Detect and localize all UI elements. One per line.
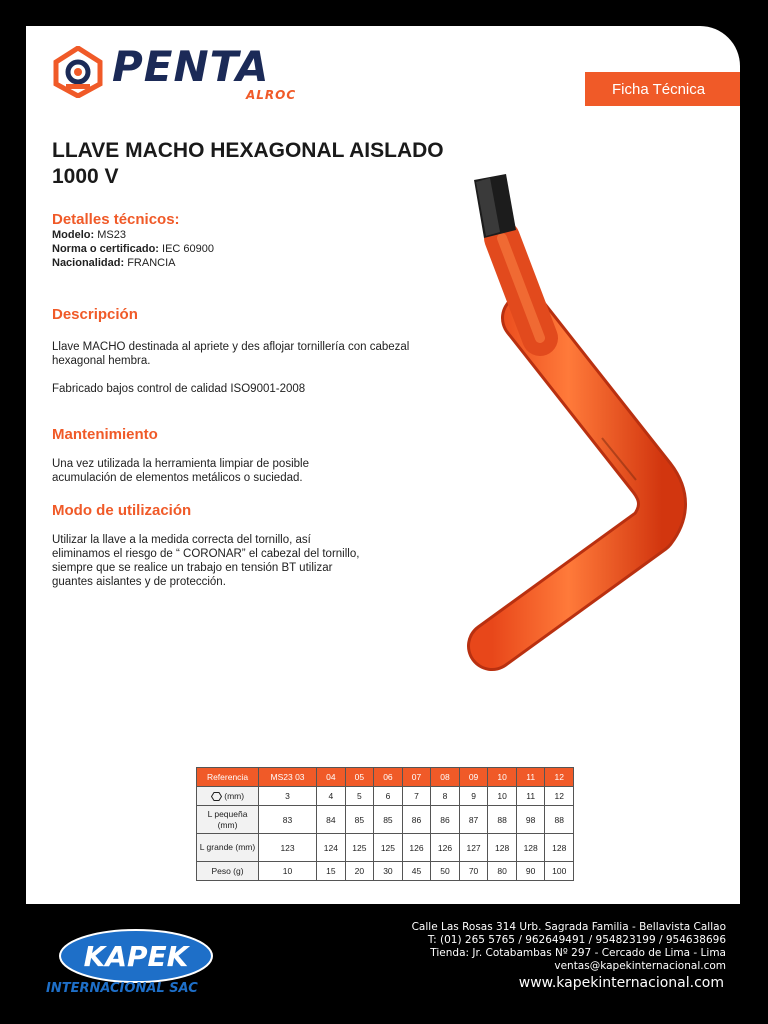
hexagon-icon [211, 792, 222, 801]
column-header: 07 [402, 768, 431, 787]
table-cell: 86 [431, 806, 460, 834]
description-text-1: Llave MACHO destinada al apriete y des aflojar tornillería con cabezal hexagonal hembra. [52, 341, 410, 367]
row-label: L pequeña (mm) [197, 806, 259, 834]
table-cell: 124 [317, 834, 346, 862]
table-cell: 85 [345, 806, 374, 834]
table-cell: 98 [516, 806, 545, 834]
column-header: Referencia [197, 768, 259, 787]
table-cell: 85 [374, 806, 403, 834]
spec-norm-value: IEC 60900 [162, 243, 215, 255]
table-cell: 88 [545, 806, 574, 834]
column-header: 04 [317, 768, 346, 787]
spec-origin-value: FRANCIA [127, 257, 176, 269]
table-cell: 87 [459, 806, 488, 834]
table-cell: 83 [259, 806, 317, 834]
table-row [197, 834, 574, 862]
table-cell: 80 [488, 862, 517, 881]
column-header: 09 [459, 768, 488, 787]
spec-norm [52, 243, 214, 255]
spec-model-label: Modelo: [52, 229, 95, 241]
sizes-table [196, 767, 574, 881]
table-cell: 90 [516, 862, 545, 881]
column-header: 05 [345, 768, 374, 787]
table-cell: 88 [488, 806, 517, 834]
table-cell: 45 [402, 862, 431, 881]
row-label-text: (mm) [224, 790, 245, 801]
column-header: 08 [431, 768, 460, 787]
table-cell: 128 [488, 834, 517, 862]
row-label: Peso (g) [197, 862, 259, 881]
brand-subtitle: ALROC [246, 88, 297, 102]
spec-model [52, 229, 126, 241]
kapek-logo-icon [44, 926, 224, 996]
table-cell: 15 [317, 862, 346, 881]
table-cell: 5 [345, 787, 374, 806]
table-header-row [197, 768, 574, 787]
ficha-tecnica-tab [585, 72, 740, 106]
footer-address: Calle Las Rosas 314 Urb. Sagrada Familia - Bellavista Callao [411, 921, 726, 933]
table-cell: 100 [545, 862, 574, 881]
table-cell: 123 [259, 834, 317, 862]
spec-norm-label: Norma o certificado: [52, 243, 159, 255]
table-cell: 128 [516, 834, 545, 862]
footer-phones: T: (01) 265 5765 / 962649491 / 954823199 / 954638696 [427, 934, 726, 946]
table-cell: 4 [317, 787, 346, 806]
table-row [197, 787, 574, 806]
title-line-2: 1000 V [52, 165, 119, 188]
spec-origin-label: Nacionalidad: [52, 257, 125, 269]
table-row [197, 862, 574, 881]
usage-text: Utilizar la llave a la medida correcta del tornillo, así eliminamos el riesgo de “ CORONAR” el cabezal del tornillo, siempre que se realice un trabajo en tensión BT utilizar guantes aislantes y de protección. [52, 534, 360, 588]
table-cell: 11 [516, 787, 545, 806]
row-label: L grande (mm) [197, 834, 259, 862]
description-text-2: Fabricado bajos control de calidad ISO9001-2008 [52, 383, 306, 395]
brand-name: PENTA [112, 42, 270, 91]
column-header: 06 [374, 768, 403, 787]
column-header: MS23 03 [259, 768, 317, 787]
usage-heading: Modo de utilización [52, 502, 192, 519]
table-cell: 30 [374, 862, 403, 881]
table-cell: 8 [431, 787, 460, 806]
table-cell: 125 [345, 834, 374, 862]
title-line-1: LLAVE MACHO HEXAGONAL AISLADO [52, 139, 444, 162]
table-row [197, 806, 574, 834]
maintenance-heading: Mantenimiento [52, 426, 158, 443]
spec-origin [52, 257, 175, 269]
kapek-brand-text: KAPEK [83, 940, 189, 973]
maintenance-text: Una vez utilizada la herramienta limpiar de posible acumulación de elementos metálicos o suciedad. [52, 458, 309, 484]
table-cell: 10 [488, 787, 517, 806]
table-cell: 10 [259, 862, 317, 881]
spec-model-value: MS23 [97, 229, 126, 241]
hex-key-product-image [440, 168, 700, 688]
ficha-tecnica-label: Ficha Técnica [612, 80, 706, 98]
table-cell: 126 [402, 834, 431, 862]
table-cell: 125 [374, 834, 403, 862]
table-cell: 126 [431, 834, 460, 862]
description-heading: Descripción [52, 306, 138, 323]
details-heading: Detalles técnicos: [52, 211, 180, 228]
table-cell: 7 [402, 787, 431, 806]
table-cell: 70 [459, 862, 488, 881]
table-cell: 86 [402, 806, 431, 834]
column-header: 10 [488, 768, 517, 787]
footer-email[interactable]: ventas@kapekinternacional.com [554, 960, 726, 972]
table-cell: 84 [317, 806, 346, 834]
row-label-hex [197, 787, 259, 806]
table-cell: 50 [431, 862, 460, 881]
footer-contact [412, 921, 726, 973]
footer-store-address: Tienda: Jr. Cotabambas Nº 297 - Cercado de Lima - Lima [430, 947, 726, 959]
penta-logo-icon [52, 46, 104, 98]
table-cell: 12 [545, 787, 574, 806]
column-header: 12 [545, 768, 574, 787]
table-cell: 6 [374, 787, 403, 806]
table-cell: 128 [545, 834, 574, 862]
footer-website-link[interactable]: www.kapekinternacional.com [518, 975, 724, 991]
column-header: 11 [516, 768, 545, 787]
product-title [52, 138, 492, 190]
table-cell: 127 [459, 834, 488, 862]
table-cell: 3 [259, 787, 317, 806]
table-cell: 20 [345, 862, 374, 881]
table-cell: 9 [459, 787, 488, 806]
kapek-brand-subtitle: INTERNACIONAL SAC [46, 981, 198, 996]
